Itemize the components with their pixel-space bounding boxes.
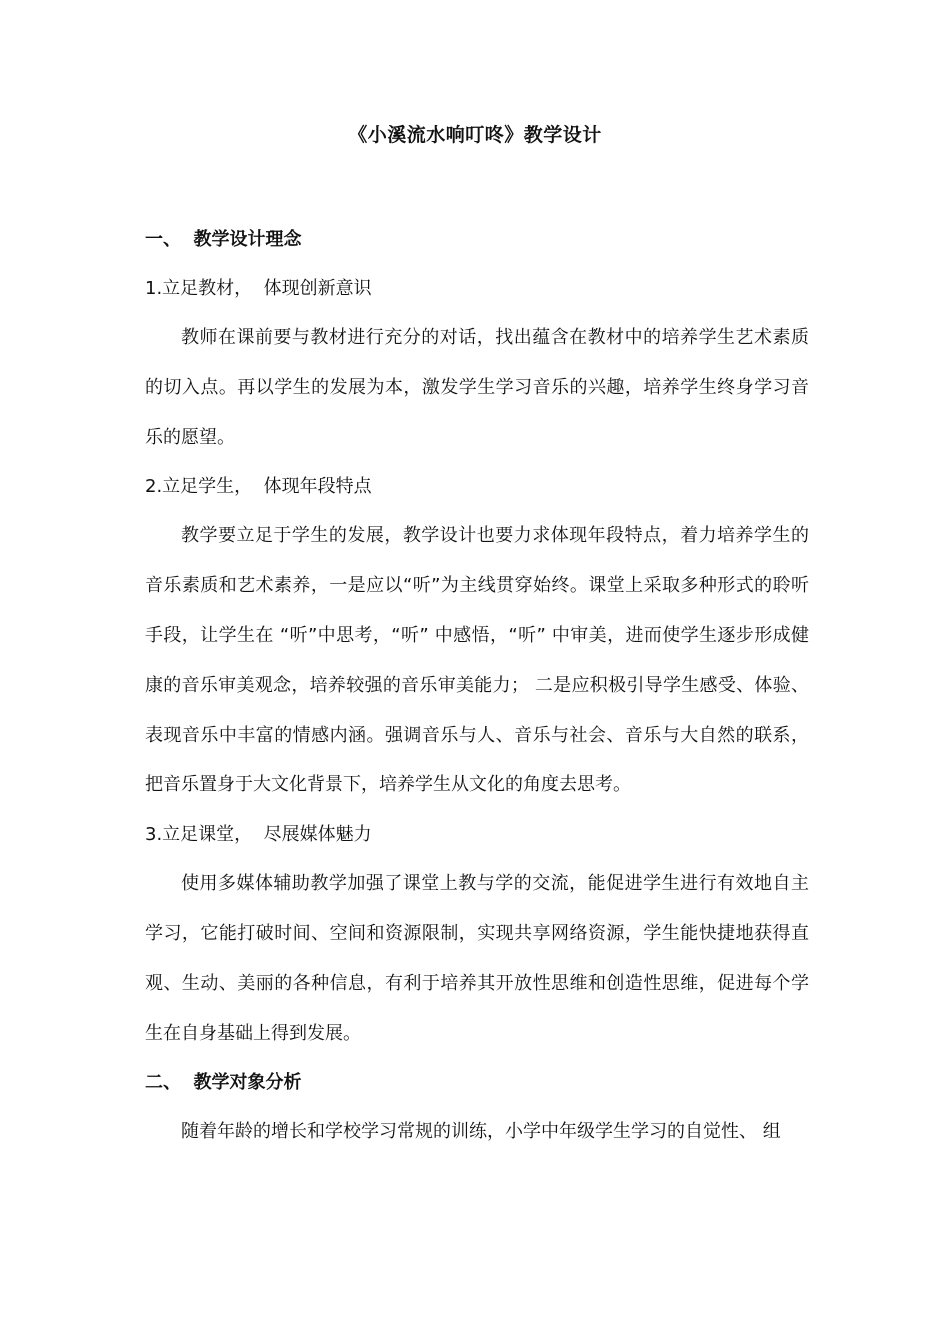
paragraph-2: 随着年龄的增长和学校学习常规的训练，小学中年级学生学习的自觉性、 组 bbox=[181, 1121, 781, 1143]
document-body bbox=[145, 215, 809, 1157]
subheading-1-2: 2.立足学生， 体现年段特点 bbox=[145, 476, 372, 498]
paragraph-1-3: 使用多媒体辅助教学加强了课堂上教与学的交流，能促进学生进行有效地自主学习，它能打破时间、空间和资源限制，实现共享网络资源，学生能快捷地获得直观、生动、美丽的各种信息，有利于培养其开放性思维和创造性思维，促进每个学生在自身基础上得到发展。 bbox=[145, 873, 809, 1044]
section-heading-1: 一、 教学设计理念 bbox=[145, 229, 302, 250]
section-heading-2: 二、 教学对象分析 bbox=[145, 1072, 302, 1094]
subheading-1-1: 1.立足教材， 体现创新意识 bbox=[145, 278, 372, 299]
paragraph-1-1: 教师在课前要与教材进行充分的对话，找出蕴含在教材中的培养学生艺术素质的切入点。再以学生的发展为本，激发学生学习音乐的兴趣，培养学生终身学习音乐的愿望。 bbox=[145, 327, 809, 448]
document-title: 《小溪流水响叮咚》教学设计 bbox=[348, 124, 602, 146]
subheading-1-3: 3.立足课堂， 尽展媒体魅力 bbox=[145, 824, 372, 846]
paragraph-1-2: 教学要立足于学生的发展，教学设计也要力求体现年段特点，着力培养学生的音乐素质和艺术素养，一是应以“听”为主线贯穿始终。课堂上采取多种形式的聆听手段，让学生在 “听”中思考，“听” 中感悟，“听” 中审美，进而使学生逐步形成健康的音乐审美观念，培养较强的音乐审美能力； 二是应积极引导学生感受、体验、表现音乐中丰富的情感内涵。强调音乐与人、音乐与社会、音乐与大自然的联系，把音乐置身于大文化背景下，培养学生从文化的角度去思考。 bbox=[145, 525, 809, 796]
